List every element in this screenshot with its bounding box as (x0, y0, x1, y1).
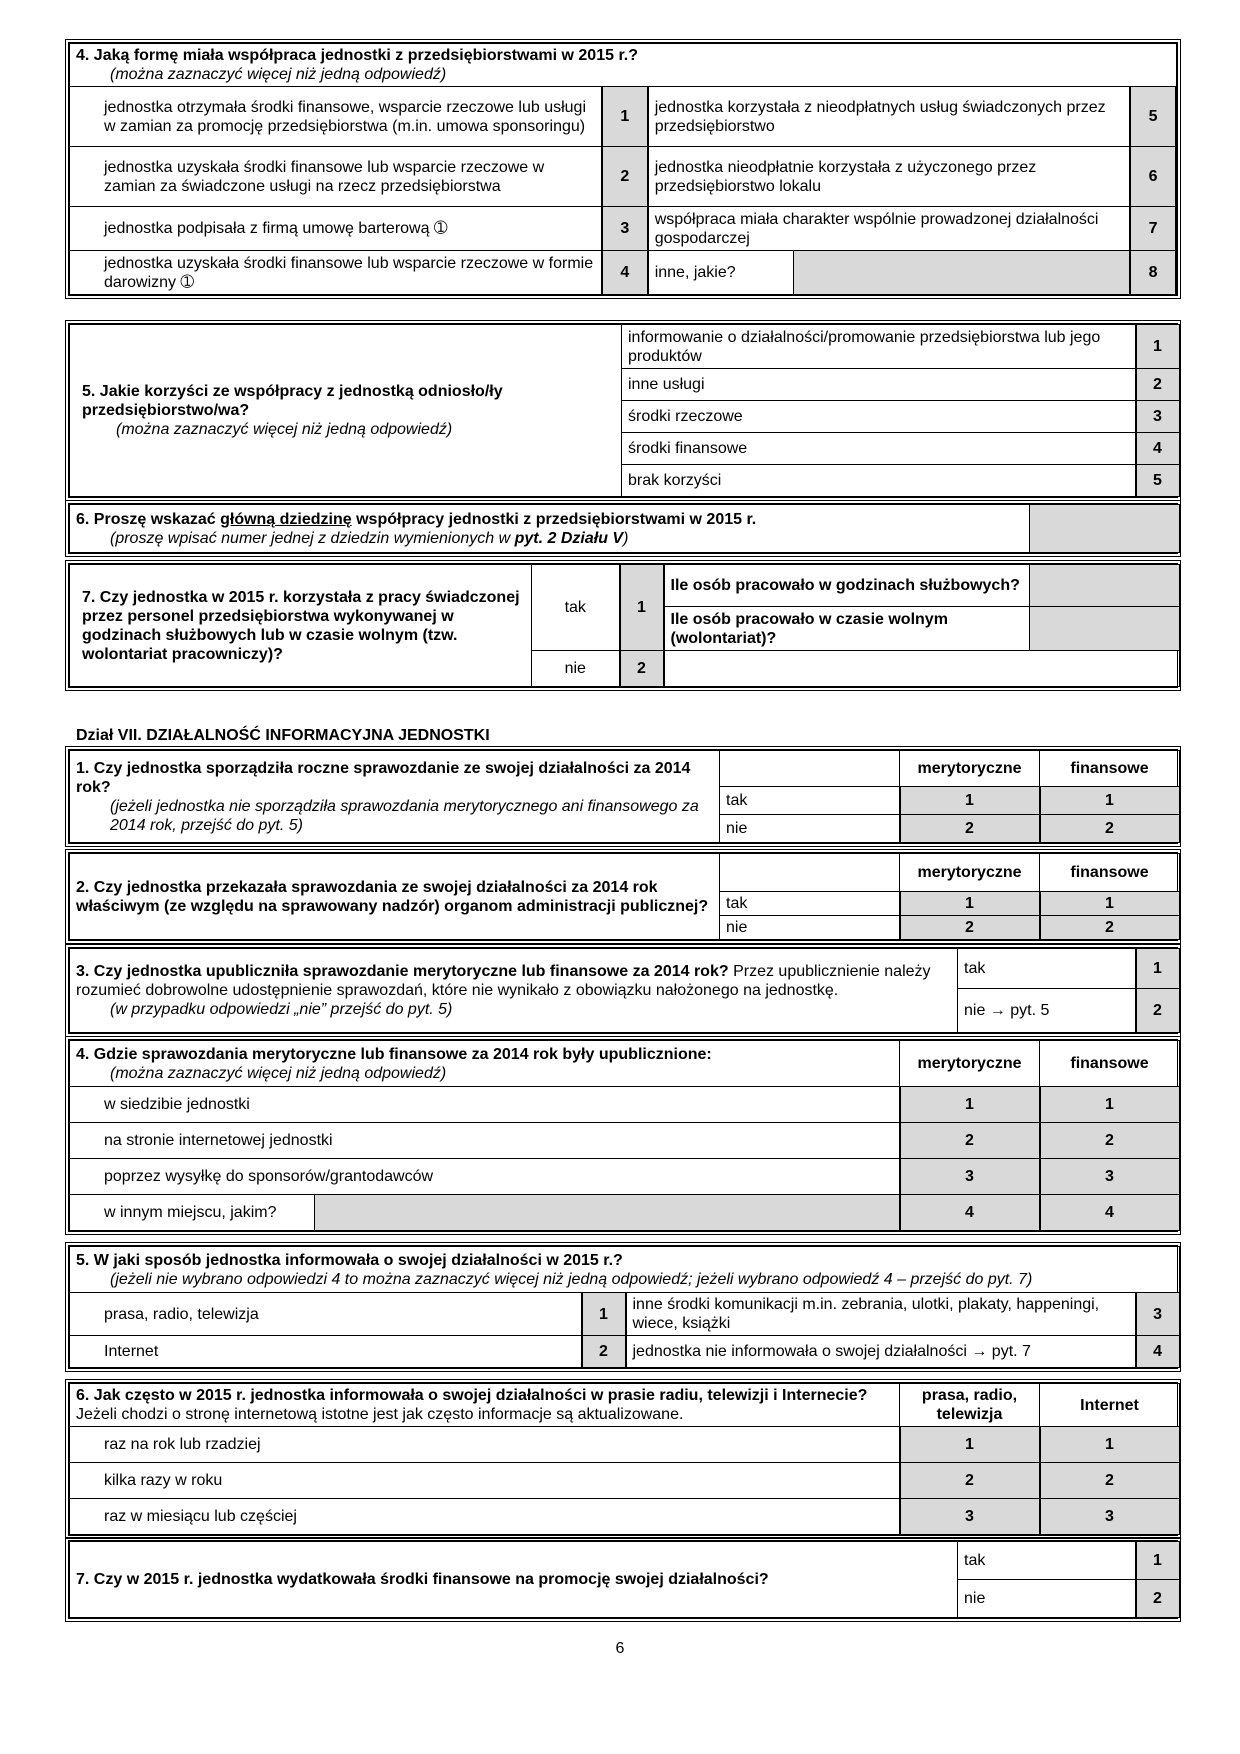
s7q3-title: 3. Czy jednostka upubliczniła sprawozdanie merytoryczne lub finansowe za 2014 rok? Przez upublicznienie należy rozumieć dobrowolne udostępnienie sprawozdań, które nie wynikało z obowiązku nałożonego na jednostkę. (76, 963, 931, 999)
q7-no-code[interactable]: 2 (620, 651, 664, 687)
s7q4-col-merit: merytoryczne (900, 1041, 1040, 1087)
s7q2-title: 2. Czy jednostka przekazała sprawozdania ze swojej działalności za 2014 rok właściwym (ze względu na sprawowany nadzór) organom administracji publicznej? (76, 878, 709, 915)
s7q2-fin-no[interactable]: 2 (1040, 916, 1180, 940)
q4-option-4: jednostka uzyskała środki finansowe lub wsparcie rzeczowe w formie darowizny ➀ (70, 251, 602, 295)
q5-option-3: środki rzeczowe (622, 401, 1136, 433)
q4-option-6: jednostka nieodpłatnie korzystała z użyczonego przez przedsiębiorstwo lokalu (648, 147, 1131, 207)
s7q6-internet-3[interactable]: 3 (1040, 1499, 1180, 1535)
q5-code-2[interactable]: 2 (1136, 369, 1180, 401)
q4-option-3: jednostka podpisała z firmą umowę barterową ➀ (70, 207, 602, 251)
s7q6-press-2[interactable]: 2 (900, 1463, 1040, 1499)
s7q7-no-code[interactable]: 2 (1136, 1580, 1180, 1618)
s7q7-yes-code[interactable]: 1 (1136, 1542, 1180, 1580)
s7q5-option-1: prasa, radio, telewizja (70, 1293, 582, 1336)
q4-other-input[interactable] (793, 251, 1130, 295)
s7q5-option-4: jednostka nie informowała o swojej działalności → pyt. 7 (626, 1336, 1136, 1368)
s7q4-fin-1[interactable]: 1 (1040, 1087, 1180, 1123)
q4-option-8: inne, jakie? (648, 251, 794, 295)
s7q6-box (68, 1382, 1178, 1536)
s7q1-merit-yes[interactable]: 1 (900, 787, 1040, 815)
q6-note: (proszę wpisać numer jednej z dziedzin wymienionych w pyt. 2 Działu V) (110, 529, 629, 547)
q5-note: (można zaznaczyć więcej niż jedną odpowiedź) (116, 421, 453, 438)
s7q5-box (68, 1245, 1178, 1369)
s7q1-title: 1. Czy jednostka sporządziła roczne sprawozdanie ze swojej działalności za 2014 rok? (76, 759, 691, 796)
q4-option-1: jednostka otrzymała środki finansowe, wsparcie rzeczowe lub usługi w zamian za promocję przedsiębiorstwa (m.in. umowa sponsoringu) (70, 87, 602, 147)
s7q1-col-merit: merytoryczne (900, 751, 1040, 787)
q5-code-3[interactable]: 3 (1136, 401, 1180, 433)
s7q6-press-1[interactable]: 1 (900, 1427, 1040, 1463)
s7q4-box (68, 1039, 1178, 1232)
s7q4-fin-3[interactable]: 3 (1040, 1159, 1180, 1195)
s7q1-box (68, 749, 1178, 844)
q4-box (68, 42, 1178, 296)
s7q5-code-2[interactable]: 2 (582, 1336, 626, 1368)
q4-code-8[interactable]: 8 (1130, 251, 1176, 295)
q7-title: 7. Czy jednostka w 2015 r. korzystała z pracy świadczonej przez personel przedsiębiorstwa wykonywanej w godzinach służbowych lub w czasie wolnym (tzw. wolontariat pracowniczy)? (82, 588, 520, 663)
s7q6-press-3[interactable]: 3 (900, 1499, 1040, 1535)
q7-sub-2: Ile osób pracowało w czasie wolnym (wolontariat)? (664, 607, 1030, 651)
q5-title: 5. Jakie korzyści ze współpracy z jednostką odniosło/ły przedsiębiorstwo/wa? (82, 383, 503, 419)
s7q4-fin-2[interactable]: 2 (1040, 1123, 1180, 1159)
s7q2-merit-no[interactable]: 2 (900, 916, 1040, 940)
s7q3-note: (w przypadku odpowiedzi „nie” przejść do pyt. 5) (110, 1001, 453, 1018)
s7q1-blank (720, 751, 900, 787)
s7q4-merit-4[interactable]: 4 (900, 1195, 1040, 1231)
q6-title: 6. Proszę wskazać główną dziedzinę współpracy jednostki z przedsiębiorstwami w 2015 r. (76, 510, 757, 528)
q7-no-label: nie (532, 651, 620, 687)
section-title: Dział VII. DZIAŁALNOŚĆ INFORMACYJNA JEDNOSTKI (76, 727, 490, 744)
q4-code-7[interactable]: 7 (1130, 207, 1176, 251)
q5-code-5[interactable]: 5 (1136, 465, 1180, 497)
s7q5-note: (jeżeli nie wybrano odpowiedzi 4 to można zaznaczyć więcej niż jedną odpowiedź; jeżeli wybrano odpowiedź 4 – przejść do pyt. 7) (110, 1270, 1033, 1288)
q7-sub-1-input[interactable] (1030, 565, 1180, 607)
q7-empty (664, 651, 1180, 687)
s7q4-fin-4[interactable]: 4 (1040, 1195, 1180, 1231)
s7q4-merit-3[interactable]: 3 (900, 1159, 1040, 1195)
q4-code-6[interactable]: 6 (1130, 147, 1176, 207)
q7-yes-label: tak (532, 565, 620, 651)
s7q6-option-2: kilka razy w roku (70, 1463, 900, 1499)
s7q6-option-1: raz na rok lub rzadziej (70, 1427, 900, 1463)
s7q2-no: nie (720, 916, 900, 940)
s7q4-title: 4. Gdzie sprawozdania merytoryczne lub finansowe za 2014 rok były upublicznione: (76, 1045, 712, 1063)
s7q7-yes: tak (958, 1542, 1136, 1580)
q5-option-4: środki finansowe (622, 433, 1136, 465)
q4-option-5: jednostka korzystała z nieodpłatnych usług świadczonych przez przedsiębiorstwo (648, 87, 1131, 147)
s7q4-merit-1[interactable]: 1 (900, 1087, 1040, 1123)
q4-code-4[interactable]: 4 (602, 251, 648, 295)
s7q1-fin-yes[interactable]: 1 (1040, 787, 1180, 815)
s7q6-col-internet: Internet (1040, 1384, 1180, 1427)
q5-code-1[interactable]: 1 (1136, 325, 1180, 369)
q4-code-2[interactable]: 2 (602, 147, 648, 207)
s7q3-no-code[interactable]: 2 (1136, 989, 1180, 1033)
q4-note: (można zaznaczyć więcej niż jedną odpowiedź) (110, 66, 447, 83)
s7q1-merit-no[interactable]: 2 (900, 815, 1040, 843)
s7q2-merit-yes[interactable]: 1 (900, 892, 1040, 916)
q4-code-1[interactable]: 1 (602, 87, 648, 147)
q4-option-2: jednostka uzyskała środki finansowe lub wsparcie rzeczowe w zamian za świadczone usługi na rzecz przedsiębiorstwa (70, 147, 602, 207)
s7q4-other-input[interactable] (315, 1195, 900, 1231)
s7q4-option-1: w siedzibie jednostki (70, 1087, 900, 1123)
s7q7-no: nie (958, 1580, 1136, 1618)
s7q5-code-4[interactable]: 4 (1136, 1336, 1180, 1368)
page-number: 6 (615, 1640, 625, 1657)
q7-sub-1: Ile osób pracowało w godzinach służbowych? (664, 565, 1030, 607)
s7q6-option-3: raz w miesiącu lub częściej (70, 1499, 900, 1535)
s7q3-yes: tak (958, 949, 1136, 989)
s7q5-code-1[interactable]: 1 (582, 1293, 626, 1336)
s7q5-title: 5. W jaki sposób jednostka informowała o swojej działalności w 2015 r.? (76, 1251, 623, 1269)
s7q2-yes: tak (720, 892, 900, 916)
q5-box (68, 323, 1178, 498)
q4-option-7: współpraca miała charakter wspólnie prowadzonej działalności gospodarczej (648, 207, 1131, 251)
s7q7-box (68, 1540, 1178, 1619)
q5-option-2: inne usługi (622, 369, 1136, 401)
s7q2-blank (720, 854, 900, 892)
q6-domain-input[interactable] (1030, 505, 1180, 553)
s7q2-col-merit: merytoryczne (900, 854, 1040, 892)
q5-code-4[interactable]: 4 (1136, 433, 1180, 465)
s7q2-fin-yes[interactable]: 1 (1040, 892, 1180, 916)
s7q4-option-3: poprzez wysyłkę do sponsorów/grantodawców (70, 1159, 900, 1195)
s7q1-no: nie (720, 815, 900, 843)
s7q2-box (68, 852, 1178, 941)
s7q3-box (68, 947, 1178, 1034)
s7q4-merit-2[interactable]: 2 (900, 1123, 1040, 1159)
s7q6-internet-1[interactable]: 1 (1040, 1427, 1180, 1463)
s7q4-col-fin: finansowe (1040, 1041, 1180, 1087)
q4-code-5[interactable]: 5 (1130, 87, 1176, 147)
s7q1-fin-no[interactable]: 2 (1040, 815, 1180, 843)
q7-sub-2-input[interactable] (1030, 607, 1180, 651)
s7q3-no: nie → pyt. 5 (958, 989, 1136, 1033)
s7q6-internet-2[interactable]: 2 (1040, 1463, 1180, 1499)
q4-code-3[interactable]: 3 (602, 207, 648, 251)
s7q1-yes: tak (720, 787, 900, 815)
s7q2-col-fin: finansowe (1040, 854, 1180, 892)
s7q5-option-3: inne środki komunikacji m.in. zebrania, ulotki, plakaty, happeningi, wiece, książki (626, 1293, 1136, 1336)
s7q1-col-fin: finansowe (1040, 751, 1180, 787)
s7q4-option-2: na stronie internetowej jednostki (70, 1123, 900, 1159)
q7-yes-code[interactable]: 1 (620, 565, 664, 651)
q4-title: 4. Jaką formę miała współpraca jednostki z przedsiębiorstwami w 2015 r.? (76, 47, 638, 64)
q6-box (68, 503, 1178, 554)
s7q4-note: (można zaznaczyć więcej niż jedną odpowiedź) (110, 1064, 447, 1082)
s7q7-title: 7. Czy w 2015 r. jednostka wydatkowała środki finansowe na promocję swojej działalności? (76, 1571, 769, 1588)
s7q4-option-4: w innym miejscu, jakim? (70, 1195, 315, 1231)
s7q5-code-3[interactable]: 3 (1136, 1293, 1180, 1336)
q5-option-1: informowanie o działalności/promowanie przedsiębiorstwa lub jego produktów (622, 325, 1136, 369)
q7-box (68, 563, 1178, 688)
s7q5-option-2: Internet (70, 1336, 582, 1368)
q5-option-5: brak korzyści (622, 465, 1136, 497)
s7q3-yes-code[interactable]: 1 (1136, 949, 1180, 989)
s7q6-title: 6. Jak często w 2015 r. jednostka informowała o swojej działalności w prasie radiu, telewizji i Internecie? Jeżeli chodzi o stronę internetową istotne jest jak często informacje są aktualizowane. (76, 1387, 868, 1423)
s7q1-note: (jeżeli jednostka nie sporządziła sprawozdania merytorycznego ani finansowego za 2014 rok, przejść do pyt. 5) (110, 797, 699, 834)
s7q6-col-press: prasa, radio, telewizja (900, 1384, 1040, 1427)
